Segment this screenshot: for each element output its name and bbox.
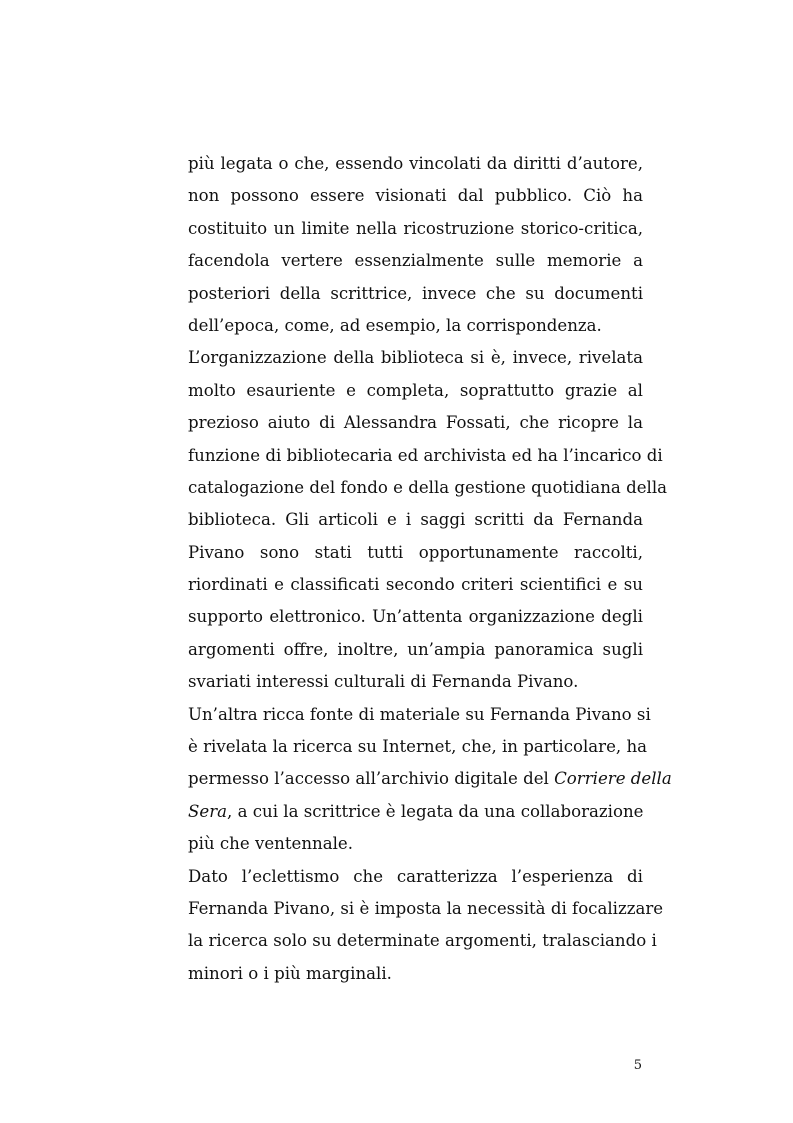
text-line-with-italic (188, 796, 643, 828)
text-line: la ricerca solo su determinate argomenti, tralasciando i (188, 931, 657, 951)
text-line: più che ventennale. (188, 834, 354, 854)
text-line: costituito un limite nella ricostruzione storico-critica, (188, 218, 643, 238)
text-line: minori o i più marginali. (188, 963, 392, 983)
text-line: più legata o che, essendo vincolati da diritti d’autore, (188, 154, 643, 173)
text-line: L’organizzazione della biblioteca si è, invece, rivelata (188, 348, 643, 368)
text-line: molto esauriente e completa, soprattutto grazie al (188, 380, 643, 400)
text-line: supporto elettronico. Un’attenta organizzazione degli (188, 607, 643, 627)
page-number: 5 (633, 1058, 642, 1073)
text-line: funzione di bibliotecaria ed archivista ed ha l’incarico di (188, 445, 663, 465)
text-line: è rivelata la ricerca su Internet, che, in particolare, ha (188, 737, 648, 757)
text-line: biblioteca. Gli articoli e i saggi scritti da Fernanda (188, 510, 643, 530)
text-line: Dato l’eclettismo che caratterizza l’esperienza di (188, 866, 643, 886)
text-span: permesso l’accesso all’archivio digitale del (188, 769, 555, 789)
text-line: dell’epoca, come, ad esempio, la corrispondenza. (188, 315, 602, 335)
text-line: Pivano sono stati tutti opportunamente raccolti, (188, 542, 643, 562)
text-line: prezioso aiuto di Alessandra Fossati, che ricopre la (188, 413, 643, 433)
text-line: Un’altra ricca fonte di materiale su Fernanda Pivano si (188, 704, 651, 724)
newspaper-title-italic: Sera (188, 801, 228, 821)
text-line: catalogazione del fondo e della gestione quotidiana della (188, 477, 668, 497)
text-line: facendola vertere essenzialmente sulle memorie a (188, 251, 643, 271)
text-line: non possono essere visionati dal pubblico. Ciò ha (188, 186, 643, 206)
text-line: posteriori della scrittrice, invece che su documenti (188, 283, 643, 303)
newspaper-title-italic: Corriere della (554, 769, 672, 789)
text-line: argomenti offre, inoltre, un’ampia panoramica sugli (188, 639, 643, 659)
text-line: riordinati e classificati secondo criteri scientifici e su (188, 575, 643, 595)
text-line-with-italic (188, 763, 672, 795)
text-line: svariati interessi culturali di Fernanda Pivano. (188, 672, 579, 692)
body-text (188, 148, 672, 990)
text-line: Fernanda Pivano, si è imposta la necessità di focalizzare (188, 898, 664, 918)
text-span: , a cui la scrittrice è legata da una collaborazione (227, 801, 644, 821)
